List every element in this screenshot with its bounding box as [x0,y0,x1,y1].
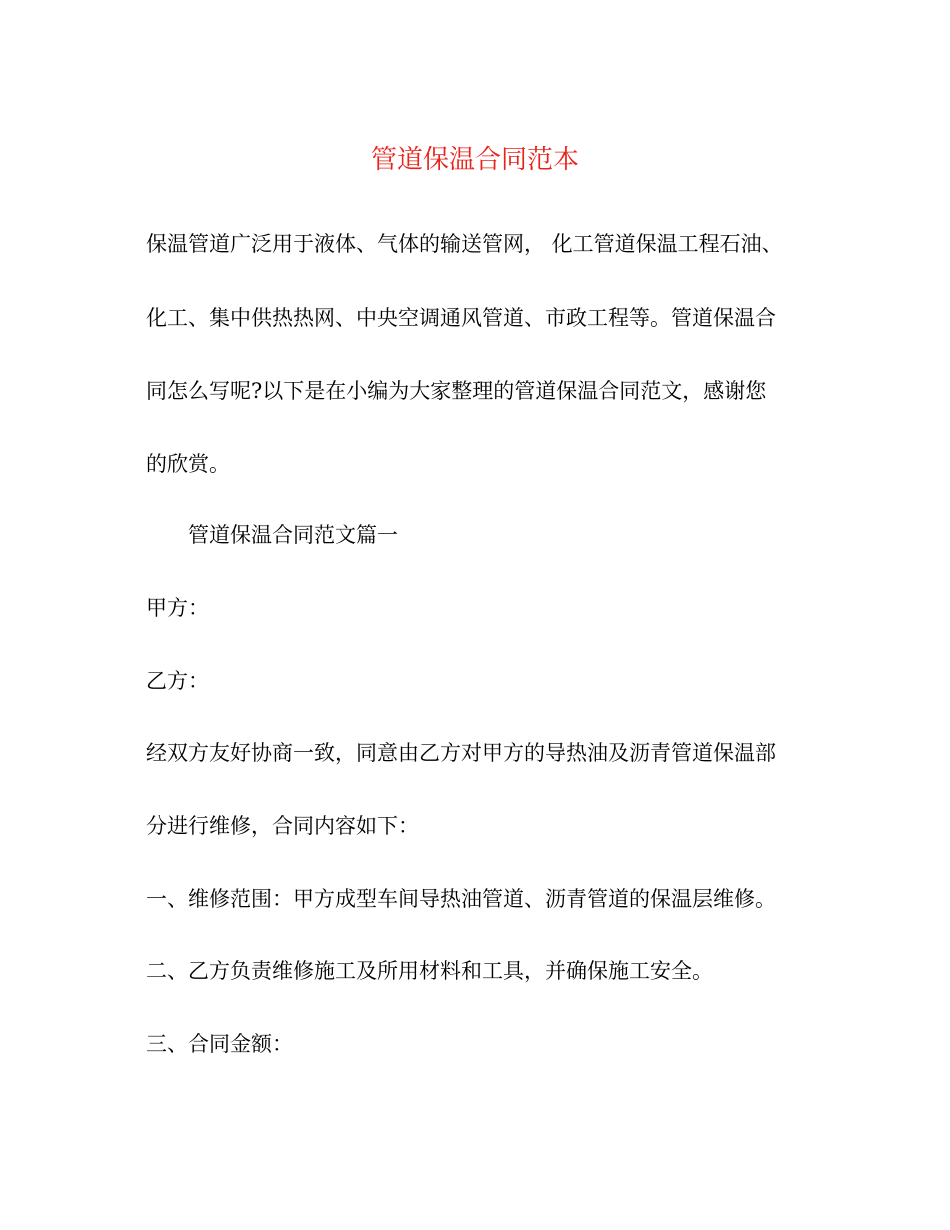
intro-line-3: 同怎么写呢?以下是在小编为大家整理的管道保温合同范文，感谢您 [146,379,767,403]
document-title: 管道保温合同范本 [370,145,579,175]
party-a-label: 甲方： [146,596,209,620]
intro-line-2: 化工、集中供热热网、中央空调通风管道、市政工程等。管道保温合 [146,306,776,330]
section-heading: 管道保温合同范文篇一 [188,523,398,547]
clause-3: 三、合同金额： [146,1032,293,1056]
agreement-line-2: 分进行维修，合同内容如下： [146,814,419,838]
agreement-line-1: 经双方友好协商一致，同意由乙方对甲方的导热油及沥青管道保温部 [146,741,776,765]
intro-line-4: 的欣赏。 [146,452,230,476]
party-b-label: 乙方： [146,669,209,693]
intro-line-1: 保温管道广泛用于液体、气体的输送管网， 化工管道保温工程石油、 [146,232,783,256]
clause-1: 一、维修范围：甲方成型车间导热油管道、沥青管道的保温层维修。 [146,887,776,911]
clause-2: 二、乙方负责维修施工及所用材料和工具，并确保施工安全。 [146,959,713,983]
